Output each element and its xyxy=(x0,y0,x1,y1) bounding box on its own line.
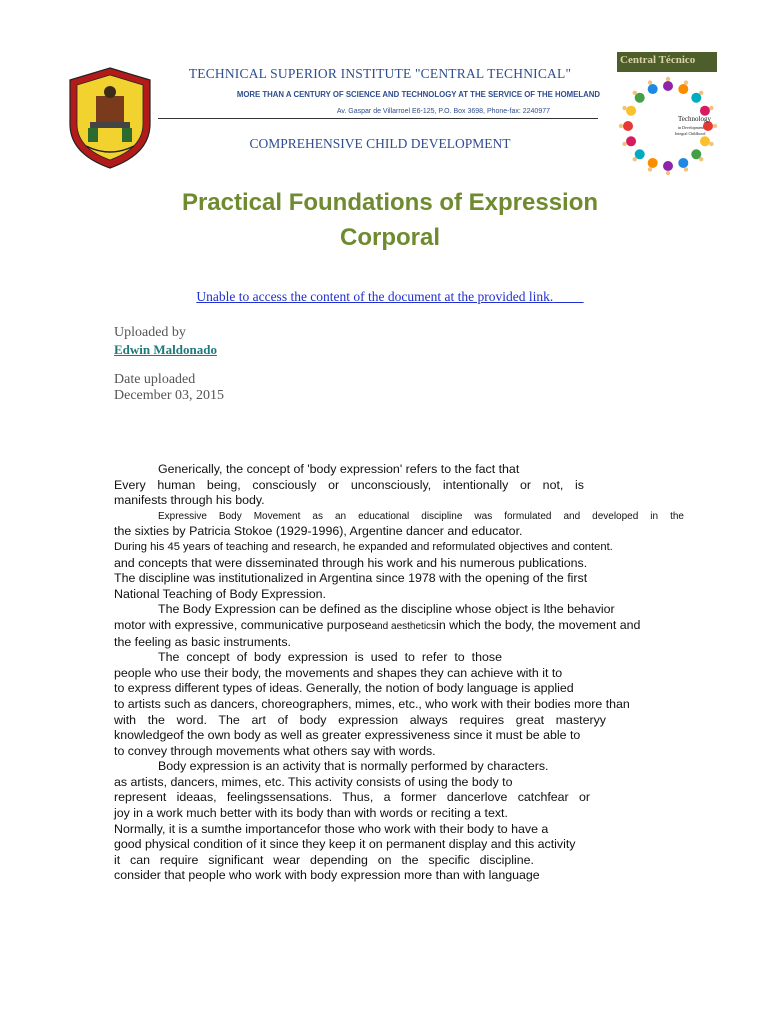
institute-name: TECHNICAL SUPERIOR INSTITUTE "CENTRAL TECHNICAL" xyxy=(188,66,572,81)
body-line: to convey through movements what others say with words. xyxy=(114,743,436,758)
document-body xyxy=(114,462,684,884)
child-head xyxy=(666,171,670,175)
body-line xyxy=(114,618,684,635)
body-line: the sixties by Patricia Stokoe (1929-1996), Argentine dancer and educator. xyxy=(114,524,523,539)
child-head xyxy=(622,142,626,146)
body-line: Body expression is an activity that is normally performed by characters. xyxy=(158,759,549,774)
child-figure xyxy=(648,84,658,94)
document-link-text[interactable]: Unable to access the content of the document at the provided link. xyxy=(196,289,554,304)
body-line: the feeling as basic instruments. xyxy=(114,634,292,649)
body-line: and concepts that were disseminated through his work and his numerous publications. xyxy=(114,555,588,570)
title-line-2: Corporal xyxy=(339,224,440,251)
child-head xyxy=(684,80,688,84)
body-line: as artists, dancers, mimes, etc. This activity consists of using the body to xyxy=(114,774,513,789)
body-line: it can require significant wear depending on the specific discipline. xyxy=(114,852,534,867)
date-uploaded-label: Date uploaded xyxy=(114,372,196,387)
child-head xyxy=(619,124,623,128)
child-figure xyxy=(700,136,710,146)
child-head xyxy=(699,91,703,95)
child-head xyxy=(648,167,652,171)
body-line: people who use their body, the movements and shapes they can achieve with it to xyxy=(114,665,563,680)
body-line: knowledgeof the own body as well as greater expressiveness since it must be able to xyxy=(114,728,581,743)
upload-date: December 03, 2015 xyxy=(114,388,225,403)
body-line: The discipline was institutionalized in Argentina since 1978 with the opening of the first xyxy=(114,571,588,586)
body-line: to express different types of ideas. Generally, the notion of body language is applied xyxy=(114,681,574,696)
body-line: Generically, the concept of 'body expression' refers to the fact that xyxy=(158,462,520,476)
child-head xyxy=(699,157,703,161)
child-head xyxy=(633,157,637,161)
institute-crest-logo xyxy=(66,66,154,170)
child-figure xyxy=(663,81,673,91)
program-name: COMPREHENSIVE CHILD DEVELOPMENT xyxy=(249,136,511,151)
body-line: joy in a work much better with its body than with words or reciting a text. xyxy=(114,806,508,821)
institute-motto: MORE THAN A CENTURY OF SCIENCE AND TECHNOLOGY AT THE SERVICE OF THE HOMELAND xyxy=(236,90,600,99)
ring-text-1: Technology xyxy=(678,115,711,123)
title-line-1: Practical Foundations of Expression xyxy=(181,189,599,216)
child-figure xyxy=(663,161,673,171)
child-head xyxy=(666,77,670,81)
body-line: Normally, it is a sumthe importancefor those who work with their body to have a xyxy=(114,821,549,836)
child-head xyxy=(648,80,652,84)
child-figure xyxy=(623,121,633,131)
child-figure xyxy=(626,136,636,146)
child-head xyxy=(709,142,713,146)
body-line: Every human being, consciously or unconsciously, intentionally or not, is xyxy=(114,477,584,492)
child-figure xyxy=(648,158,658,168)
child-figure xyxy=(678,158,688,168)
document-title xyxy=(100,185,680,255)
ring-text-3: Integral Childhood xyxy=(675,131,706,136)
body-line: with the word. The art of body expression always requires great masteryy xyxy=(114,712,606,727)
body-line: National Teaching of Body Expression. xyxy=(114,586,326,601)
child-head xyxy=(713,124,717,128)
body-line: represent ideaas, feelingssensations. Thus, a former dancerlove catchfear or xyxy=(114,790,590,805)
body-line: good physical condition of it since they keep it on permanent display and this activity xyxy=(114,837,576,852)
body-line: The concept of body expression is used to refer to those xyxy=(158,650,502,665)
uploaded-by-label: Uploaded by xyxy=(114,325,186,340)
body-fragment: in which the body, the movement and xyxy=(436,617,641,632)
child-head xyxy=(622,106,626,110)
child-head xyxy=(684,167,688,171)
body-line: consider that people who work with body expression more than with language xyxy=(114,868,540,883)
body-fragment: motor with expressive, communicative purpose xyxy=(114,617,372,632)
child-head xyxy=(633,91,637,95)
body-line: During his 45 years of teaching and research, he expanded and reformulated objectives and content. xyxy=(114,540,613,553)
institute-address: Av. Gaspar de Villarroel E6-125, P.O. Box 3698, Phone-fax: 2240977 xyxy=(336,108,550,115)
child-figure xyxy=(678,84,688,94)
child-head xyxy=(709,106,713,110)
header-divider xyxy=(158,118,598,119)
document-link[interactable] xyxy=(100,289,680,305)
body-line: to artists such as dancers, choreographers, mimes, etc., who work with their bodies more than xyxy=(114,696,630,711)
child-figure xyxy=(626,106,636,116)
body-fragment: and aesthetics xyxy=(371,620,437,632)
body-line: manifests through his body. xyxy=(114,493,265,508)
body-line: The Body Expression can be defined as the discipline whose object is lthe behavior xyxy=(158,602,615,617)
children-ring-logo xyxy=(618,76,718,176)
uploader-name-link[interactable]: Edwin Maldonado xyxy=(114,342,217,357)
ring-text-2: in Development xyxy=(678,125,704,130)
logo-text: Central Técnico xyxy=(620,54,696,66)
body-line: Expressive Body Movement as an educational discipline was formulated and developed in the xyxy=(158,510,684,522)
